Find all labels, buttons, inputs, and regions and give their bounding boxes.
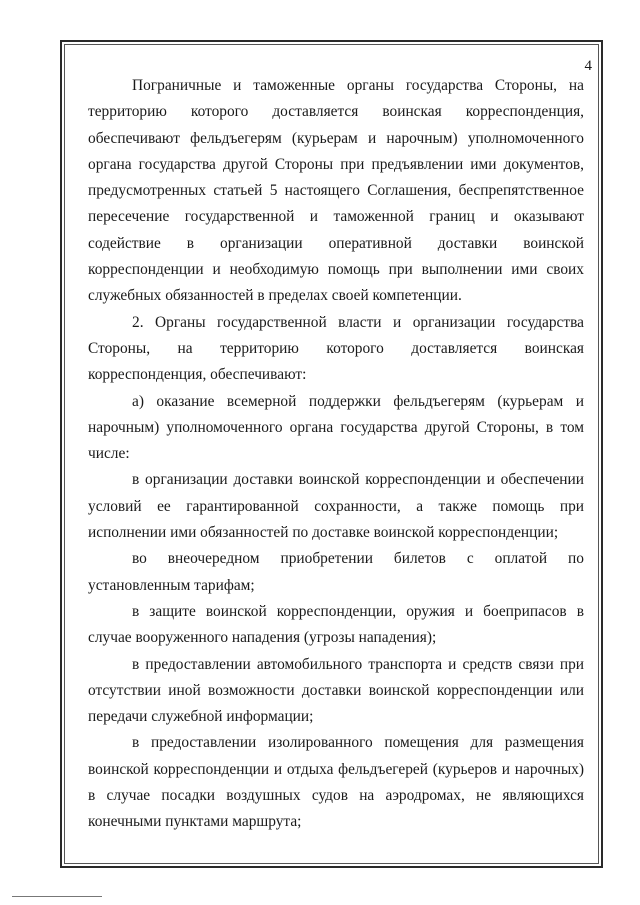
document-body — [88, 73, 584, 836]
paragraph-transport-provision: в предоставлении автомобильного транспорта и средств связи при отсутствии иной возможности доставки воинской корреспонденции или передачи служебной информации; — [88, 655, 584, 726]
paragraph-isolated-premises: в предоставлении изолированного помещения для размещения воинской корреспонденции и отдыха фельдъегерей (курьеров и нарочных) в случае посадки воздушных судов на аэродромах, не являющихся конечными пунктами маршрута; — [88, 734, 584, 831]
page-number: 4 — [584, 58, 592, 74]
paragraph-subclause-a: а) оказание всемерной поддержки фельдъегерям (курьерам и нарочным) уполномоченного органа государства другой Стороны, в том числе: — [88, 392, 584, 463]
paragraph-border-agencies: Пограничные и таможенные органы государства Стороны, на территорию которого доставляется воинская корреспонденция, обеспечивают фельдъегерям (курьерам и нарочным) уполномоченного органа государства другой Стороны при предъявлении ими документов, предусмотренных статьей 5 настоящего Соглашения, беспрепятственное пересечение государственной и таможенной границ и оказывают содействие в организации оперативной доставки воинской корреспонденции и необходимую помощь при выполнении ими своих служебных обязанностей в пределах своей компетенции. — [88, 77, 584, 305]
scan-edge-line — [12, 896, 102, 897]
paragraph-clause-2: 2. Органы государственной власти и организации государства Стороны, на территорию которого доставляется воинская корреспонденция, обеспечивают: — [88, 313, 584, 384]
paragraph-delivery-organization: в организации доставки воинской корреспонденции и обеспечении условий ее гарантированной сохранности, а также помощь при исполнении ими обязанностей по доставке воинской корреспонденции; — [88, 471, 584, 542]
paragraph-ticket-purchase: во внеочередном приобретении билетов с оплатой по установленным тарифам; — [88, 550, 584, 594]
paragraph-protection: в защите воинской корреспонденции, оружия и боеприпасов в случае вооруженного нападения (угрозы нападения); — [88, 602, 584, 647]
